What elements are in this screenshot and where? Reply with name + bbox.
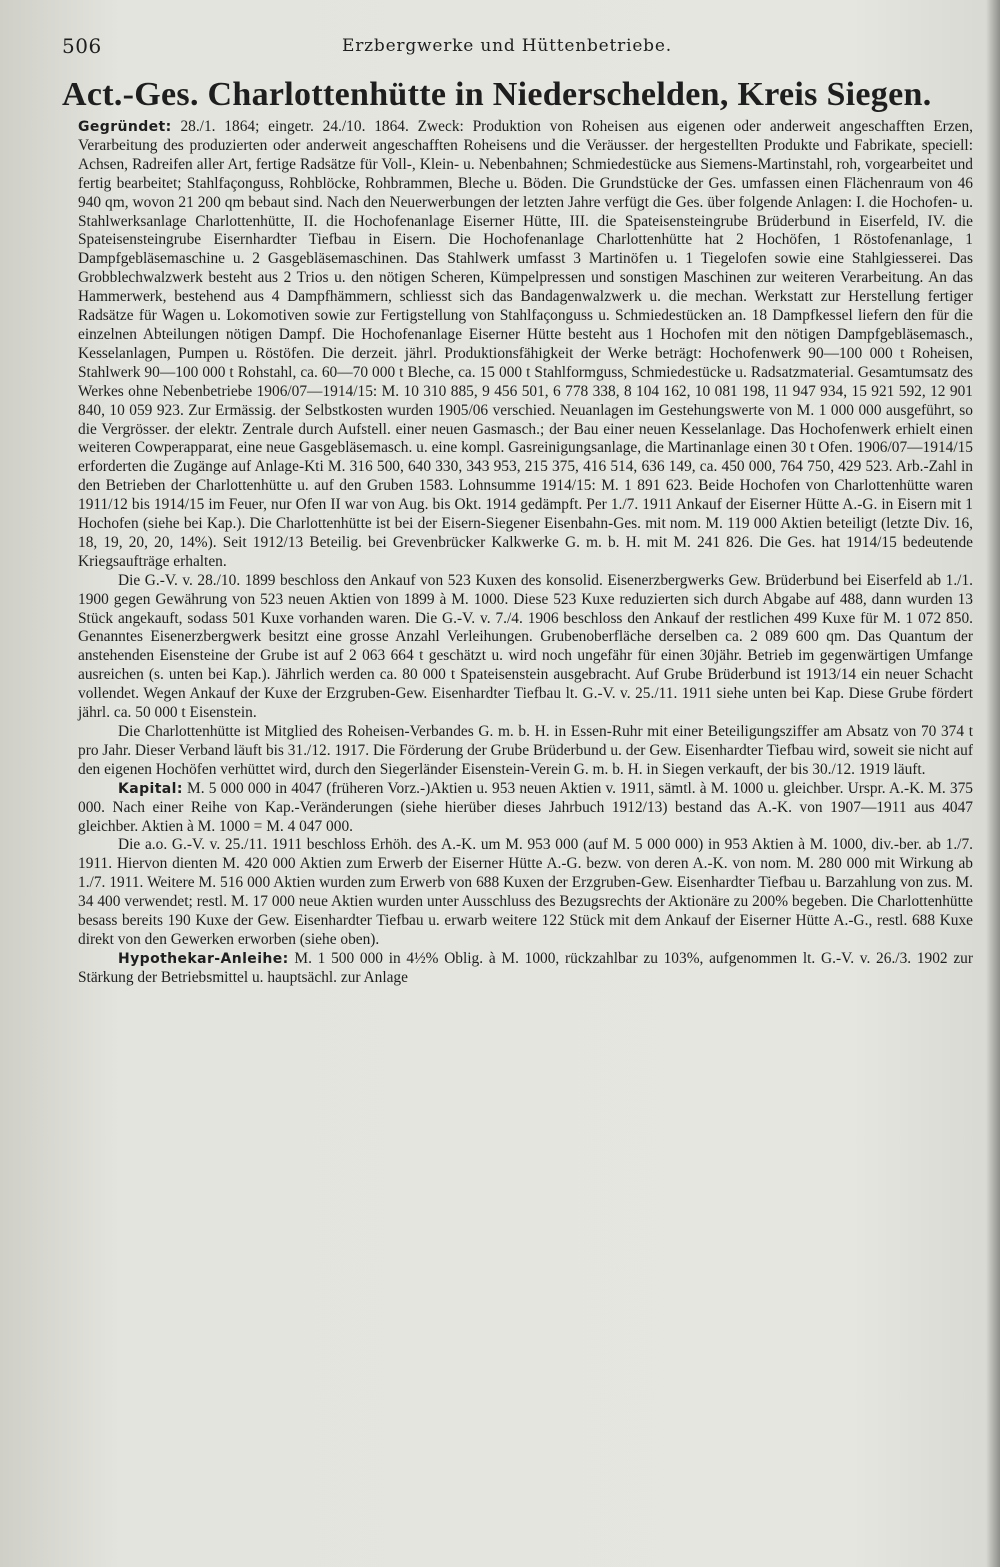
paragraph-founding — [78, 118, 973, 572]
paragraph-capital-increase — [78, 836, 973, 949]
paragraph-association — [78, 723, 973, 780]
page-number: 506 — [62, 34, 102, 58]
section-label-mortgage-loan: Hypothekar-Anleihe: — [118, 950, 289, 967]
paragraph-text: 28./1. 1864; eingetr. 24./10. 1864. Zweck: Produktion von Roheisen aus eigenen oder anderweit angeschafften Erzen, Verarbeitung des produzierten oder anderweit angeschafften Roheisens und die Veräusser. der hergestellten Produkte und Fabrikate, speciell: Achsen, Radreifen aller Art, fertige Radsätze für Voll-, Klein- u. Nebenbahnen; Schmiedestücke aus Siemens-Martinstahl, roh, vorgearbeitet und fertig bearbeitet; Stahlfaçonguss, Rohblöcke, Rohbrammen, Bleche u. Böden. Die Grundstücke der Ges. umfassen einen Flächenraum von 46 940 qm, wovon 21 200 qm bebaut sind. Nach den Neuerwerbungen der letzten Jahre verfügt die Ges. über folgende Anlagen: I. die Hochofen- u. Stahlwerksanlage Charlottenhütte, II. die Hochofenanlage Eiserner Hütte, III. die Spateisensteingrube Brüderbund in Eiserfeld, IV. die Spateisensteingrube Eisernhardter Tiefbau in Eisern. Die Hochofenanlage Charlottenhütte hat 2 Hochöfen, 1 Röstofenanlage, 1 Dampfgebläsemaschine u. 2 Gasgebläsemaschinen. Das Stahlwerk umfasst 3 Martinöfen u. 1 Tiegelofen sowie eine Stahlgiesserei. Das Grobblechwalzwerk besteht aus 2 Trios u. den nötigen Scheren, Kümpelpressen und sonstigen Maschinen zur weiteren Verarbeitung. An das Hammerwerk, bestehend aus 4 Dampfhämmern, schliesst sich das Bandagenwalzwerk u. die mechan. Werkstatt zur Herstellung fertiger Radsätze für Wagen u. Lokomotiven sowie zur Fertigstellung von Stahlfaçonguss u. Schmiedestücken an. 18 Dampfkessel liefern den für die einzelnen Abteilungen nötigen Dampf. Die Hochofenanlage Eiserner Hütte besteht aus 1 Hochofen mit den nötigen Dampfgebläsemasch., Kesselanlagen, Pumpen u. Röstöfen. Die derzeit. jährl. Produktionsfähigkeit der Werke beträgt: Hochofenwerk 90—100 000 t Roheisen, Stahlwerk 90—100 000 t Rohstahl, ca. 60—70 000 t Bleche, ca. 15 000 t Stahlformguss, Schmiedestücke u. Radsatzmaterial. Gesamtumsatz des Werkes ohne Nebenbetriebe 1906/07—1914/15: M. 10 310 885, 9 456 501, 6 778 338, 8 104 162, 10 081 198, 11 947 934, 15 921 592, 12 901 840, 10 059 923. Zur Ermässig. der Selbstkosten wurden 1905/06 verschied. Neuanlagen im Gestehungswerte von M. 1 000 000 ausgeführt, so die Vergrösser. der elektr. Zentrale durch Aufstell. einer neuen Gasmasch.; der Bau einer neuen Kesselanlage. Das Hochofenwerk erhielt einen weiteren Cowperapparat, eine neue Gasgebläsemasch. u. eine kompl. Gasreinigungsanlage, die Martinanlage einen 30 t Ofen. 1906/07—1914/15 erforderten die Zugänge auf Anlage-Kti M. 316 500, 640 330, 343 953, 215 375, 416 514, 636 149, ca. 450 000, 764 750, 429 523. Arb.-Zahl in den Betrieben der Charlottenhütte u. auf den Gruben 1583. Lohnsumme 1914/15: M. 1 891 623. Beide Hochofen von Charlottenhütte waren 1911/12 bis 1914/15 im Feuer, nur Ofen II war von Aug. bis Okt. 1914 gedämpft. Per 1./7. 1911 Ankauf der Eiserner Hütte A.-G. in Eisern mit 1 Hochofen (siehe bei Kap.). Die Charlottenhütte ist bei der Eisern-Siegener Eisenbahn-Ges. mit nom. M. 119 000 Aktien beteiligt (letzte Div. 16, 18, 19, 20, 20, 14%). Seit 1912/13 Beteilig. bei Grevenbrücker Kalkwerke G. m. b. H. mit M. 241 826. Die Ges. hat 1914/15 bedeutende Kriegsaufträge erhalten. — [78, 118, 973, 570]
paragraph-acquisition — [78, 572, 973, 723]
paragraph-text: Die Charlottenhütte ist Mitglied des Roheisen-Verbandes G. m. b. H. in Essen-Ruhr mit einer Beteiligungsziffer am Absatz von 70 374 t pro Jahr. Dieser Verband läuft bis 31./12. 1917. Die Förderung der Grube Brüderbund u. der Gew. Eisenhardter Tiefbau wird, soweit sie nicht auf den eigenen Hochöfen verhüttet wird, durch den Siegerländer Eisenstein-Verein G. m. b. H. in Siegen verkauft, der bis 30./12. 1919 läuft. — [78, 723, 973, 778]
article-body — [78, 118, 973, 988]
section-label-capital: Kapital: — [118, 780, 183, 797]
running-head: Erzbergwerke und Hüttenbetriebe. — [342, 36, 672, 56]
paragraph-text: M. 5 000 000 in 4047 (früheren Vorz.-)Aktien u. 953 neuen Aktien v. 1911, sämtl. à M. 1000 u. gleichber. Urspr. A.-K. M. 375 000. Nach einer Reihe von Kap.-Veränderungen (siehe hierüber dieses Jahrbuch 1912/13) bestand das A.-K. von 1907—1911 aus 4047 gleichber. Aktien à M. 1000 = M. 4 047 000. — [78, 779, 973, 835]
paragraph-text: Die a.o. G.-V. v. 25./11. 1911 beschloss Erhöh. des A.-K. um M. 953 000 (auf M. 5 000 000) in 953 Aktien à M. 1000, div.-ber. ab 1./7. 1911. Hiervon dienten M. 420 000 Aktien zum Erwerb der Eiserner Hütte A.-G. bezw. von deren A.-K. von nom. M. 280 000 mit Wirkung ab 1./7. 1911. Weitere M. 516 000 Aktien wurden zum Erwerb von 688 Kuxen der Erzgruben-Gew. Eisenhardter Tiefbau u. Barzahlung von zus. M. 34 400 verwendet; restl. M. 17 000 neue Aktien wurden unter Ausschluss des Bezugsrechts der Aktionäre zu 200% begeben. Die Charlottenhütte besass bereits 190 Kuxe der Gew. Eisenhardter Tiefbau u. erwarb weitere 122 Stück mit dem Ankauf der Eiserner Hütte A.-G., restl. 688 Kuxe direkt von den Gewerken erworben (siehe oben). — [78, 836, 973, 948]
paragraph-text: Die G.-V. v. 28./10. 1899 beschloss den Ankauf von 523 Kuxen des konsolid. Eisenerzbergwerks Gew. Brüderbund bei Eiserfeld ab 1./1. 1900 gegen Gewährung von 523 neuen Aktien von 1899 à M. 1000. Diese 523 Kuxe reduzierten sich durch Abgabe auf 488, dann wurden 13 Stück angekauft, sodass 501 Kuxe vorhanden waren. Die G.-V. v. 7./4. 1906 beschloss den Ankauf der restlichen 499 Kuxe für M. 1 072 850. Genanntes Eisenerzbergwerk besitzt eine grosse Anzahl Verleihungen. Grubenoberfläche derselben ca. 2 089 600 qm. Das Quantum der anstehenden Eisensteine der Grube ist auf 2 063 664 t geschätzt u. wird noch ungefähr für einen 30jähr. Betrieb im gegenwärtigen Umfange ausreichen (s. unten bei Kap.). Jährlich werden ca. 80 000 t Spateisenstein ausgebracht. Auf Grube Brüderbund ist 1913/14 ein neuer Schacht vollendet. Wegen Ankauf der Kuxe der Erzgruben-Gew. Eisenhardter Tiefbau lt. G.-V. v. 25./11. 1911 siehe unten bei Kap. Diese Grube fördert jährl. ca. 50 000 t Eisenstein. — [78, 571, 973, 722]
paragraph-mortgage-loan — [78, 950, 973, 988]
paragraph-text: M. 1 500 000 in 4½% Oblig. à M. 1000, rückzahlbar zu 103%, aufgenommen lt. G.-V. v. 26./3. 1902 zur Stärkung der Betriebsmittel u. hauptsächl. zur Anlage — [78, 949, 973, 986]
article-title: Act.-Ges. Charlottenhütte in Niederschelden, Kreis Siegen. — [62, 76, 932, 113]
section-label-founded: Gegründet: — [78, 119, 172, 135]
page-header — [62, 34, 962, 58]
paragraph-capital — [78, 780, 973, 837]
